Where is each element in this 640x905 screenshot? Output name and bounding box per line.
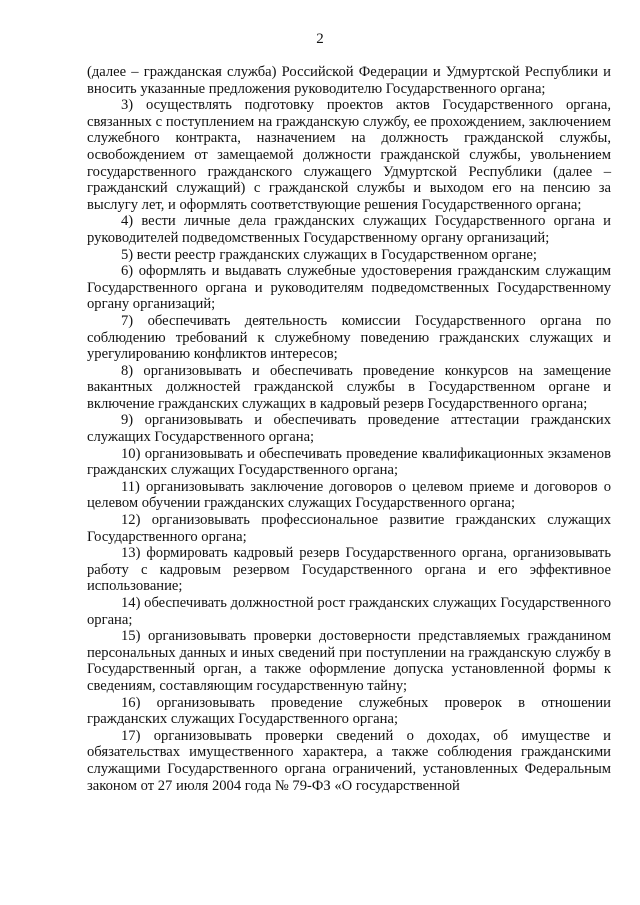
paragraph: 5) вести реестр гражданских служащих в Государственном органе;: [121, 246, 537, 263]
paragraph: (далее – гражданская служба) Российской Федерации и Удмуртской Республики и вносить указанные предложения руководителю Государственного органа;: [87, 64, 611, 97]
paragraph: 14) обеспечивать должностной рост гражданских служащих Государственного органа;: [87, 595, 611, 628]
paragraph: 13) формировать кадровый резерв Государственного органа, организовывать работу с кадровым резервом Государственного органа и его эффективное использование;: [87, 545, 611, 595]
paragraph: 9) организовывать и обеспечивать проведение аттестации гражданских служащих Государственного органа;: [87, 412, 611, 446]
paragraph: 7) обеспечивать деятельность комиссии Государственного органа по соблюдению требований к служебному поведению гражданских служащих и урегулированию конфликтов интересов;: [87, 312, 611, 363]
paragraph: 17) организовывать проверки сведений о доходах, об имуществе и обязательствах имущественного характера, а также соблюдения гражданскими служащими Государственного органа ограничений, установленных Федеральным законом от 27 июля 2004 года № 79-ФЗ «О государственной: [87, 727, 611, 794]
page-number: 2: [316, 31, 324, 47]
paragraph: 12) организовывать профессиональное развитие гражданских служащих Государственного органа;: [87, 512, 611, 545]
paragraph: 16) организовывать проведение служебных проверок в отношении гражданских служащих Государственного органа;: [87, 694, 611, 728]
paragraph: 10) организовывать и обеспечивать проведение квалификационных экзаменов гражданских служащих Государственного органа;: [87, 445, 611, 479]
paragraph: 3) осуществлять подготовку проектов актов Государственного органа, связанных с поступлением на гражданскую службу, ее прохождением, заключением служебного контракта, назначением на должность гражданской службы, освобождением от замещаемой должности гражданской службы, увольнением государственного гражданского служащего Удмуртской Республики (далее – гражданский служащий) с гражданской службы и выходом его на пенсию за выслугу лет, и оформлять соответствующие решения Государственного органа;: [87, 97, 611, 213]
paragraph: 15) организовывать проверки достоверности представляемых гражданином персональных данных и иных сведений при поступлении на гражданскую службу в Государственный орган, а также оформление допуска установленной формы к сведениям, составляющим государственную тайну;: [87, 628, 611, 694]
document-body: [87, 64, 611, 794]
paragraph: 4) вести личные дела гражданских служащих Государственного органа и руководителей подведомственных Государственному органу организаций;: [87, 213, 611, 246]
paragraph: 11) организовывать заключение договоров о целевом приеме и договоров о целевом обучении гражданских служащих Государственного органа;: [87, 478, 611, 512]
paragraph: 6) оформлять и выдавать служебные удостоверения гражданским служащим Государственного органа и руководителям подведомственных Государственному органу организаций;: [87, 263, 611, 313]
paragraph: 8) организовывать и обеспечивать проведение конкурсов на замещение вакантных должностей гражданской службы в Государственном органе и включение гражданских служащих в кадровый резерв Государственного органа;: [87, 362, 611, 412]
